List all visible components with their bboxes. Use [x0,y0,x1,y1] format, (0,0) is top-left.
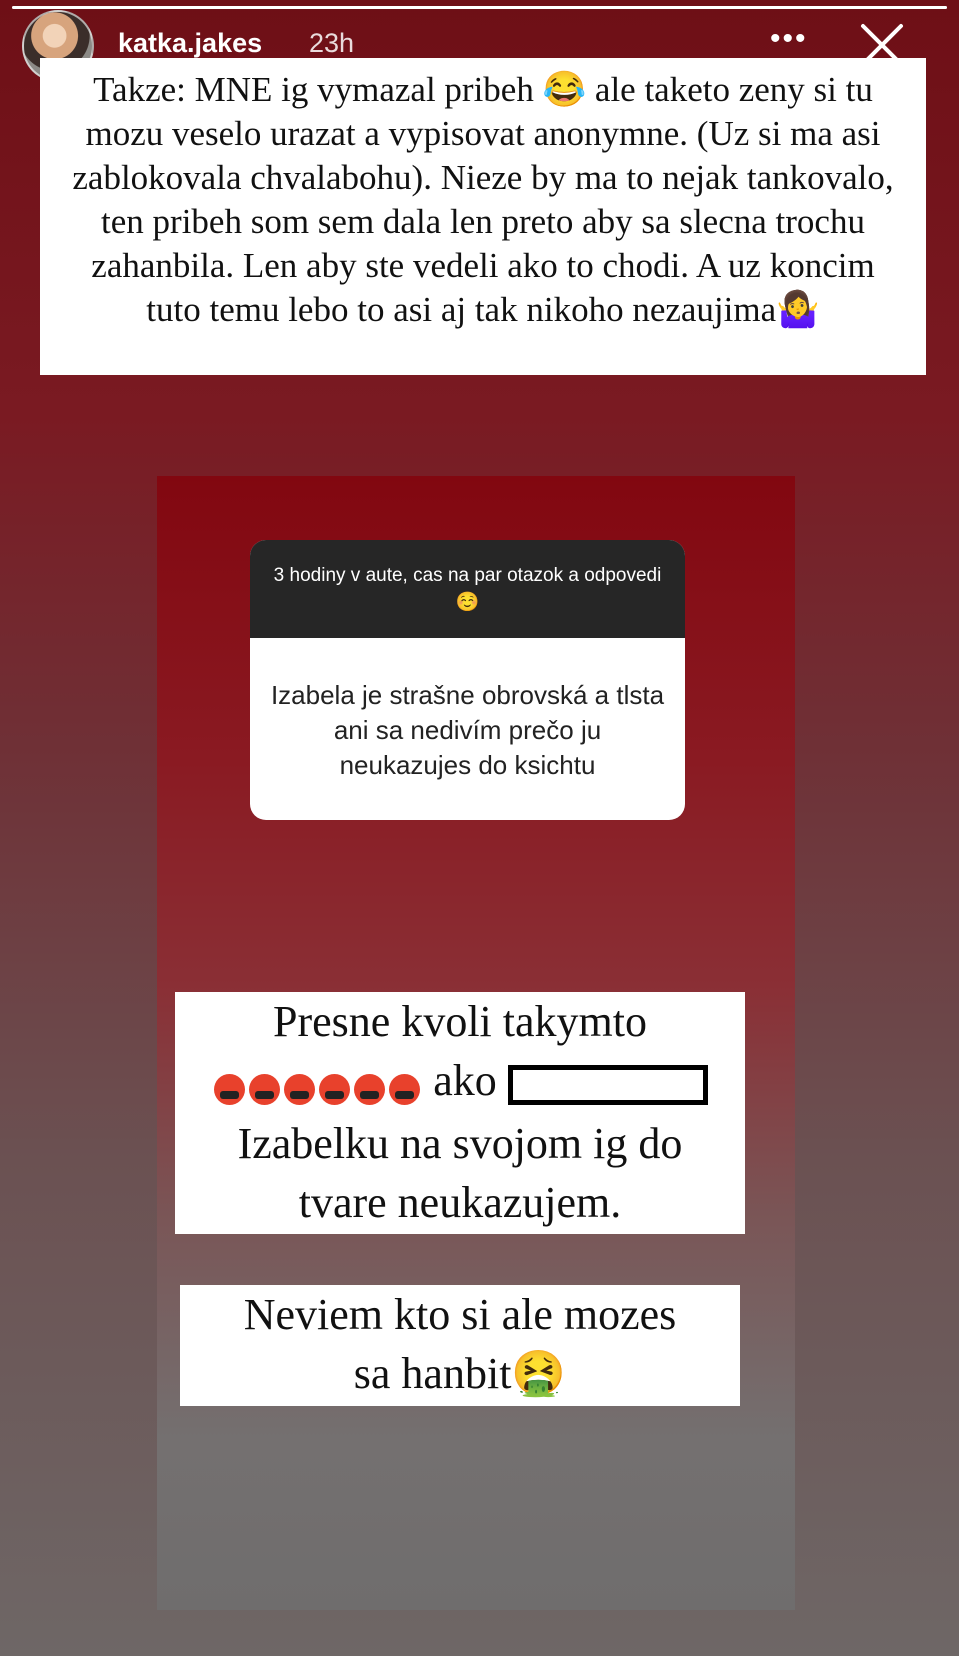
story-caption-top: Takze: MNE ig vymazal pribeh 😂 ale taketo zeny si tu mozu veselo urazat a vypisovat anonymne. (Uz si ma asi zablokovala chvalabohu). Nieze by ma to nejak tankovalo, ten pribeh som sem dala len preto aby sa slecna trochu zahanbila. Len aby ste vedeli ako to chodi. A uz koncim tuto temu lebo to asi aj tak nikoho nezaujima🤷‍♀️ [40,58,926,375]
story-progress-bar [12,6,947,9]
face-with-symbols-icon [249,1074,280,1105]
face-with-symbols-icon [389,1074,420,1105]
reposted-story-panel [157,476,795,1610]
face-with-symbols-icon [354,1074,385,1105]
face-with-symbols-icon [284,1074,315,1105]
question-sticker-prompt: 3 hodiny v aute, cas na par otazok a odpovedi☺️ [250,540,685,638]
caption-middle-line1: Presne kvoli takymto [273,997,647,1046]
caption-bottom-line2: sa hanbit🤮 [353,1349,567,1398]
username[interactable]: katka.jakes [118,28,263,58]
caption-bottom-line1: Neviem kto si ale mozes [243,1290,677,1339]
question-sticker-answer: Izabela je strašne obrovská a tlsta ani sa nedivím prečo ju neukazujes do ksichtu [270,680,665,780]
angry-emoji-group [212,1055,422,1114]
caption-middle-word: ako [433,1056,497,1105]
story-caption-middle [175,992,745,1234]
caption-middle-line4: tvare neukazujem. [298,1178,622,1228]
question-sticker [250,540,685,820]
story-time: 23h [309,28,355,58]
story-progress-fill [12,6,947,9]
story-caption-bottom [180,1285,740,1406]
face-with-symbols-icon [319,1074,350,1105]
face-with-symbols-icon [214,1074,245,1105]
redaction-box [508,1065,708,1105]
more-options-icon[interactable]: ••• [770,22,808,55]
caption-middle-line2 [175,1051,745,1114]
caption-middle-line3: Izabelku na svojom ig do [237,1119,683,1169]
